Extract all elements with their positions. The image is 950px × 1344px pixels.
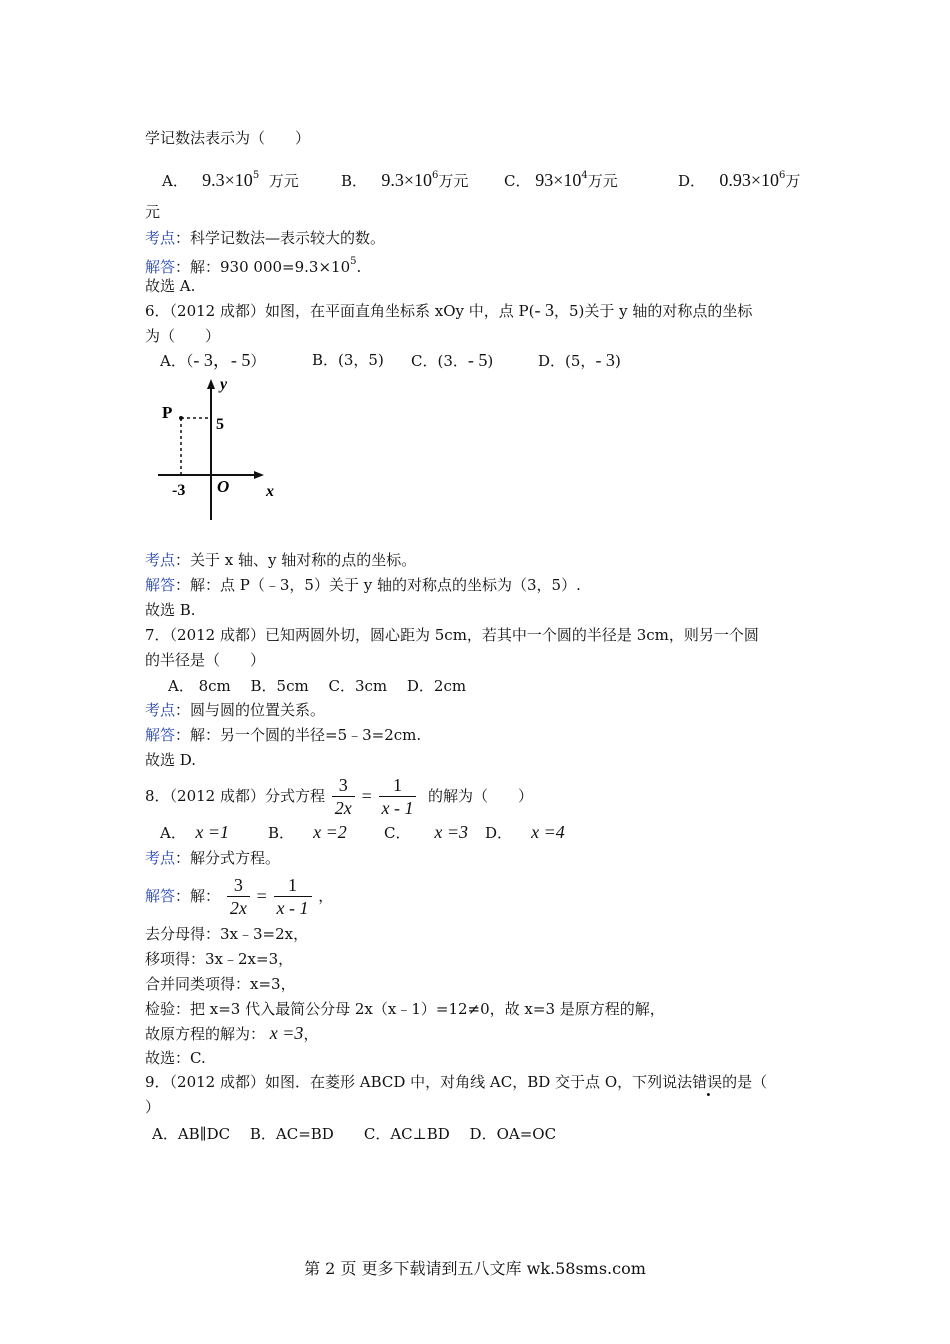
jieda-label: 解答 [145,726,176,744]
page-footer: 第 2 页 更多下载请到五八文库 wk.58sms.com [304,1259,646,1278]
q6-option-d: D．(5，- 3) [538,350,621,370]
fraction-1-over-x-minus-1: $\frac{1}{x - 1}$ [379,774,417,819]
q5-jieda: 解答：解：930 $000=9.3\times 10^5$. [145,256,362,276]
q5-option-d: D． $0.93\times 10^6$万 [678,170,801,190]
q8-answer: 故选：C. [145,1049,206,1067]
q7-stem-line1: 7．（2012 成都）已知两圆外切，圆心距为 5cm，若其中一个圆的半径是 3cm，则另一个圆 [145,626,759,644]
y-axis-arrow [207,379,215,389]
kaodian-label: 考点 [145,849,176,867]
q8-option-c: C． x =3 [384,822,468,842]
point-p [179,416,183,420]
fraction-1-over-x-minus-1: $\frac{1}{x - 1}$ [274,874,312,919]
q8-option-b: B． x =2 [268,822,347,842]
jieda-label: 解答 [145,258,176,276]
q9-stem-line2: ） [145,1098,161,1116]
q8-option-d: D． x =4 [485,822,565,842]
kaodian-label: 考点 [145,701,176,719]
q8-jieda: 解答：解： $\frac{3}{2x}$ = $\frac{1}{x - 1}$ ， [145,874,334,918]
q5-kaodian: 考点：科学记数法—表示较大的数。 [145,229,386,247]
q8-step-2: 移项得：3x﹣2x=3， [145,950,294,968]
q6-kaodian: 考点：关于 x 轴、y 轴对称的点的坐标。 [145,551,417,569]
x-axis-label: x [266,483,274,500]
q9-options: A．AB∥DC B．AC=BD C．AC⊥BD D．OA=OC [152,1125,557,1143]
jieda-label: 解答 [145,576,176,594]
q7-answer: 故选 D. [145,751,197,769]
q6-stem-line1: 6．（2012 成都）如图，在平面直角坐标系 xOy 中，点 P(- 3，5)关于 y 轴的对称点的坐标 [145,300,753,320]
q6-option-c: C．(3．- 5) [411,350,494,370]
q8-step-5: 故原方程的解为： x =3， [145,1023,319,1043]
fraction-3-over-2x: $\frac{3}{2x}$ [227,874,250,919]
fraction-3-over-2x: $\frac{3}{2x}$ [332,774,355,819]
q8-step-3: 合并同类项得：x=3， [145,975,296,993]
tick-label-neg3: -3 [172,482,186,499]
q7-stem-line2: 的半径是（ ） [145,651,266,669]
q6-jieda: 解答：解：点 P（﹣3，5）关于 y 轴的对称点的坐标为（3，5）. [145,576,581,594]
q5-option-c: C． $93\times 10^4$万元 [504,170,618,190]
q5-answer: 故选 A. [145,277,196,295]
kaodian-label: 考点 [145,229,176,247]
coordinate-figure [150,372,290,527]
q9-stem-line1: 9．（2012 成都）如图．在菱形 ABCD 中，对角线 AC，BD 交于点 O，下列说法错误的是（ [145,1073,768,1091]
x-axis-arrow [254,471,264,479]
q6-option-b: B．(3，5) [312,351,384,369]
q8-step-4: 检验：把 x=3 代入最简公分母 2x（x﹣1）=12≠0，故 x=3 是原方程的解， [145,1000,665,1018]
q8-stem: 8．（2012 成都）分式方程 $\frac{3}{2x}$ = $\frac{1}{x - 1}$ 的解为（ ） [145,774,534,818]
q6-stem-line2: 为（ ） [145,327,221,345]
emphasis-text: 错误 [692,1073,723,1091]
q7-jieda: 解答：解：另一个圆的半径=5﹣3=2cm. [145,726,422,744]
q5-option-d-wrap: 元 [145,203,161,221]
point-p-label: P [162,403,173,422]
q8-option-a: A． x =1 [160,822,230,842]
q6-option-a: A．（- 3，- 5） [160,350,266,370]
q8-step-1: 去分母得：3x﹣3=2x， [145,925,309,943]
kaodian-label: 考点 [145,551,176,569]
q7-options: A． 8cm B．5cm C．3cm D．2cm [168,677,467,695]
jieda-label: 解答 [145,887,176,905]
q7-kaodian: 考点：圆与圆的位置关系。 [145,701,326,719]
q8-kaodian: 考点：解分式方程。 [145,849,281,867]
q6-answer: 故选 B. [145,601,196,619]
tick-label-5: 5 [216,416,224,433]
origin-label: O [217,477,230,496]
y-axis-label: y [220,376,228,393]
q5-option-a: A． $9.3\times 10^5$ 万元 [162,170,299,190]
q5-option-b: B． $9.3\times 10^6$万元 [341,170,469,190]
q5-stem: 学记数法表示为（ ） [145,129,311,147]
